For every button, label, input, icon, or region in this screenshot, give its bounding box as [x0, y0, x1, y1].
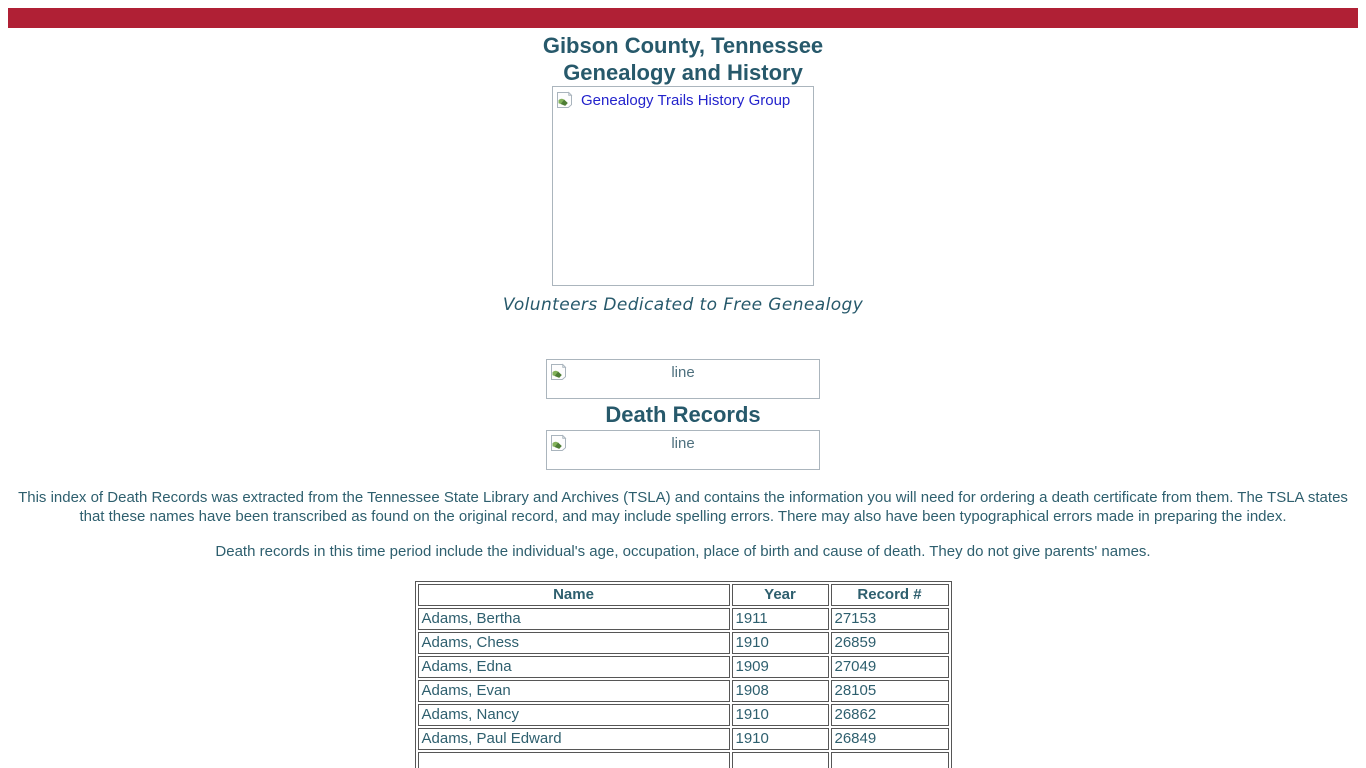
cell-record: 28105 — [831, 680, 949, 702]
cell-name: Adams, Nancy — [418, 704, 730, 726]
table-header-row — [418, 584, 949, 606]
table-row — [418, 704, 949, 726]
broken-image-icon — [556, 91, 573, 114]
cell-record — [831, 752, 949, 768]
cell-year: 1908 — [732, 680, 829, 702]
cell-name: Adams, Chess — [418, 632, 730, 654]
broken-image-icon — [550, 434, 567, 457]
tagline: Volunteers Dedicated to Free Genealogy — [502, 295, 864, 315]
cell-year — [732, 752, 829, 768]
page-title-line2: Genealogy and History — [563, 60, 803, 85]
logo-alt-link[interactable]: Genealogy Trails History Group — [581, 92, 791, 109]
table-row — [418, 608, 949, 630]
page-title — [8, 32, 1358, 86]
death-records-table — [415, 581, 952, 768]
cell-year: 1909 — [732, 656, 829, 678]
line-image-placeholder — [546, 430, 820, 470]
column-header-year: Year — [732, 584, 829, 606]
cell-record: 26849 — [831, 728, 949, 750]
cell-name: Adams, Evan — [418, 680, 730, 702]
cell-record: 27153 — [831, 608, 949, 630]
line-image-alt: line — [671, 364, 695, 381]
line-image-placeholder — [546, 359, 820, 399]
table-row — [418, 728, 949, 750]
cell-year: 1911 — [732, 608, 829, 630]
table-row — [418, 680, 949, 702]
cell-record: 26862 — [831, 704, 949, 726]
cell-name: Adams, Bertha — [418, 608, 730, 630]
column-header-record: Record # — [831, 584, 949, 606]
table-row — [418, 752, 949, 768]
cell-record: 27049 — [831, 656, 949, 678]
cell-name: Adams, Edna — [418, 656, 730, 678]
logo-image-placeholder[interactable] — [552, 86, 814, 286]
cell-record: 26859 — [831, 632, 949, 654]
table-row — [418, 656, 949, 678]
cell-name: Adams, Paul Edward — [418, 728, 730, 750]
line-image-alt: line — [671, 435, 695, 452]
table-row — [418, 632, 949, 654]
intro-text — [8, 489, 1358, 562]
intro-paragraph-2: Death records in this time period include the individual's age, occupation, place of birth and cause of death. They do not give parents' names. — [215, 543, 1151, 560]
cell-year: 1910 — [732, 704, 829, 726]
cell-year: 1910 — [732, 728, 829, 750]
section-heading: Death Records — [605, 402, 761, 427]
cell-year: 1910 — [732, 632, 829, 654]
intro-paragraph-1: This index of Death Records was extracted from the Tennessee State Library and Archives (TSLA) and contains the information you will need for ordering a death certificate from them. The TSLA states that these names have been transcribed as found on the original record, and may include spelling errors. There may also have been typographical errors made in preparing the index. — [18, 489, 1348, 525]
page-title-line1: Gibson County, Tennessee — [542, 33, 824, 58]
column-header-name: Name — [418, 584, 730, 606]
broken-image-icon — [550, 363, 567, 386]
top-bar — [8, 8, 1358, 28]
cell-name — [418, 752, 730, 768]
